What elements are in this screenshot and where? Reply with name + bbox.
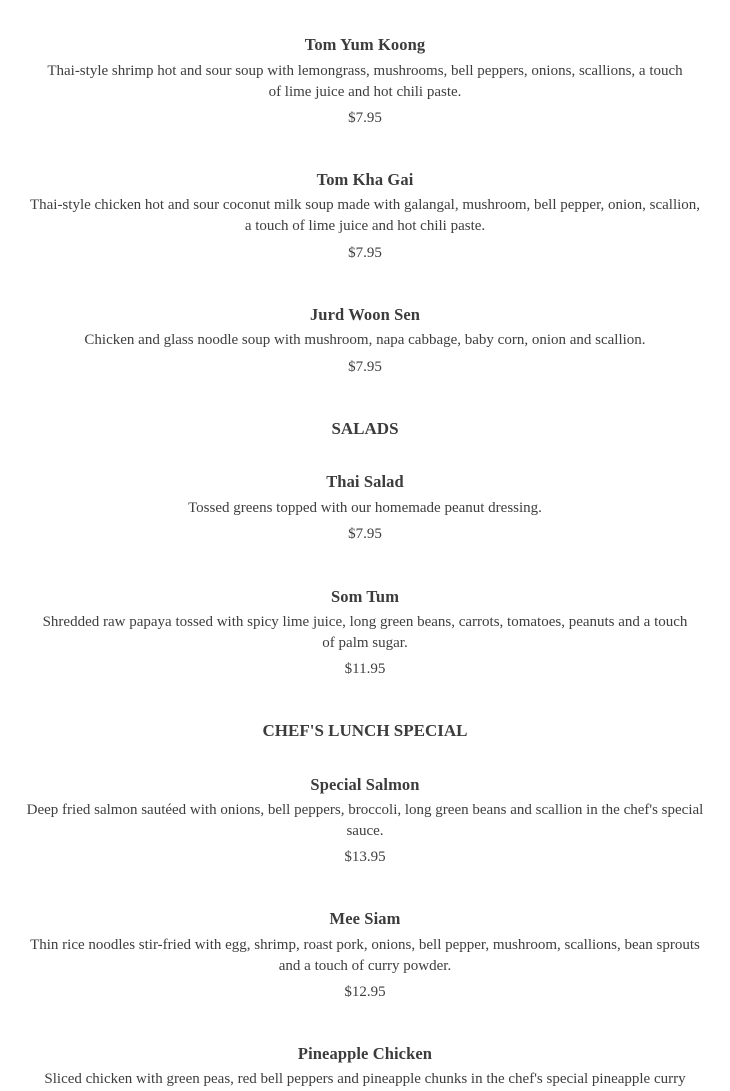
menu-item-title: Special Salmon [310,775,420,794]
section-heading-chefs-lunch-special: CHEF'S LUNCH SPECIAL [262,721,468,740]
menu-item-title: Tom Kha Gai [316,170,414,189]
menu-item-description: Sliced chicken with green peas, red bell peppers and pineapple chunks in the chef's special pineapple curry [44,1071,686,1087]
menu-item-title: Mee Siam [329,909,401,928]
menu-item-price: $12.95 [344,984,386,1000]
menu-item-price: $11.95 [344,661,386,677]
menu-item-title: Tom Yum Koong [304,35,426,54]
menu-item-description: Shredded raw papaya tossed with spicy lime juice, long green beans, carrots, tomatoes, peanuts and a touch of palm sugar. [42,614,688,651]
menu-item-price: $7.95 [348,110,382,126]
menu-item-description: Deep fried salmon sautéed with onions, bell peppers, broccoli, long green beans and scallion in the chef's special sauce. [26,802,704,839]
menu-item-title: Pineapple Chicken [297,1044,433,1063]
section-heading-salads: SALADS [331,419,399,438]
menu-item-title: Jurd Woon Sen [309,305,421,324]
menu-item-title: Som Tum [330,587,400,606]
menu-item-price: $13.95 [344,849,386,865]
menu-item-price: $7.95 [348,526,382,542]
menu-item-description: Thai-style chicken hot and sour coconut milk soup made with galangal, mushroom, bell pepper, onion, scallion, a touch of lime juice and hot chili paste. [29,197,701,234]
menu-item-description: Thai-style shrimp hot and sour soup with lemongrass, mushrooms, bell peppers, onions, scallions, a touch of lime juice and hot chili paste. [47,63,683,100]
menu-item-title: Thai Salad [326,472,404,491]
menu-item-description: Thin rice noodles stir-fried with egg, shrimp, roast pork, onions, bell pepper, mushroom, scallions, bean sprouts and a touch of curry powder. [30,937,700,974]
menu-item-price: $7.95 [348,245,382,261]
menu-item-description: Chicken and glass noodle soup with mushroom, napa cabbage, baby corn, onion and scallion. [84,332,646,348]
menu-item-price: $7.95 [348,359,382,375]
menu-item-description: Tossed greens topped with our homemade peanut dressing. [188,500,542,516]
